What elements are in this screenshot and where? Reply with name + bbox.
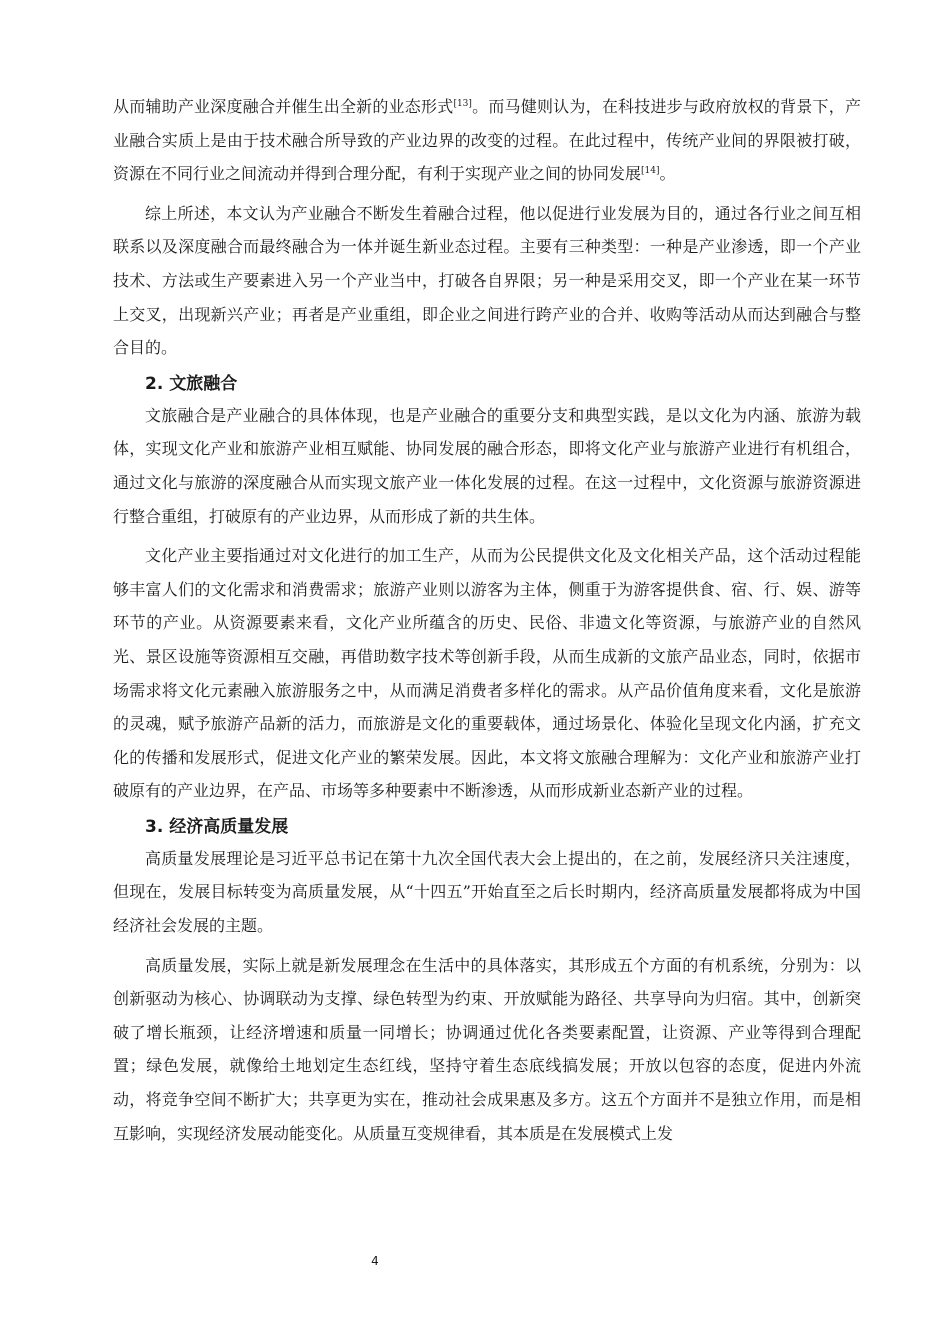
document-body (113, 90, 861, 1150)
paragraph-cultural-industry: 文化产业主要指通过对文化进行的加工生产，从而为公民提供文化及文化相关产品，这个活动过程能够丰富人们的文化需求和消费需求；旅游产业则以游客为主体，侧重于为游客提供食、宿、行、娱、游等环节的产业。从资源要素来看，文化产业所蕴含的历史、民俗、非遗文化等资源，与旅游产业的自然风光、景区设施等资源相互交融，再借助数字技术等创新手段，从而生成新的文旅产品业态，同时，依据市场需求将文化元素融入旅游服务之中，从而满足消费者多样化的需求。从产品价值角度来看，文化是旅游的灵魂，赋予旅游产品新的活力，而旅游是文化的重要载体，通过场景化、体验化呈现文化内涵，扩充文化的传播和发展形式，促进文化产业的繁荣发展。因此，本文将文旅融合理解为：文化产业和旅游产业打破原有的产业边界，在产品、市场等多种要素中不断渗透，从而形成新业态新产业的过程。 (113, 546, 861, 801)
paragraph-text: 。 (659, 164, 676, 184)
section-heading-cultural-tourism: 2. 文旅融合 (145, 373, 238, 394)
paragraph-cultural-tourism-definition: 文旅融合是产业融合的具体体现，也是产业融合的重要分支和典型实践，是以文化为内涵、旅游为载体，实现文化产业和旅游产业相互赋能、协同发展的融合形态，即将文化产业与旅游产业进行有机组合，通过文化与旅游的深度融合从而实现文旅产业一体化发展的过程。在这一过程中，文化资源与旅游资源进行整合重组，打破原有的产业边界，从而形成了新的共生体。 (113, 405, 861, 526)
paragraph-summary: 综上所述，本文认为产业融合不断发生着融合过程，他以促进行业发展为目的，通过各行业之间互相联系以及深度融合而最终融合为一体并诞生新业态过程。主要有三种类型：一种是产业渗透，即一个产业技术、方法或生产要素进入另一个产业当中，打破各自界限；另一种是采用交叉，即一个产业在某一环节上交叉，出现新兴产业；再者是产业重组，即企业之间进行跨产业的合并、收购等活动从而达到融合与整合目的。 (113, 203, 861, 358)
citation-14: [14] (641, 166, 660, 177)
paragraph-industry-integration-continued (113, 90, 861, 191)
paragraph-text: 。而马健则认为，在科技进步与政府放权的背景下，产业融合实质上是由于技术融合所导致的产业边界的改变的过程。在此过程中，传统产业间的界限被打破，资源在不同行业之间流动并得到合理分配，有利于实现产业之间的协同发展 (113, 97, 861, 184)
page-number: 4 (371, 1254, 379, 1268)
section-heading-high-quality-development: 3. 经济高质量发展 (145, 816, 289, 837)
paragraph-text: 从而辅助产业深度融合并催生出全新的业态形式 (113, 97, 454, 116)
paragraph-five-aspects: 高质量发展，实际上就是新发展理念在生活中的具体落实，其形成五个方面的有机系统，分别为：以创新驱动为核心、协调联动为支撑、绿色转型为约束、开放赋能为路径、共享导向为归宿。其中，创新突破了增长瓶颈，让经济增速和质量一同增长；协调通过优化各类要素配置，让资源、产业等得到合理配置；绿色发展，就像给土地划定生态红线，坚持守着生态底线搞发展；开放以包容的态度，促进内外流动，将竞争空间不断扩大；共享更为实在，推动社会成果惠及多方。这五个方面并不是独立作用，而是相互影响，实现经济发展动能变化。从质量互变规律看，其本质是在发展模式上发 (113, 955, 861, 1143)
citation-13: [13] (453, 99, 472, 109)
paragraph-high-quality-theory: 高质量发展理论是习近平总书记在第十九次全国代表大会上提出的，在之前，发展经济只关注速度，但现在，发展目标转变为高质量发展，从“十四五”开始直至之后长时期内，经济高质量发展都将成为中国经济社会发展的主题。 (113, 848, 861, 936)
